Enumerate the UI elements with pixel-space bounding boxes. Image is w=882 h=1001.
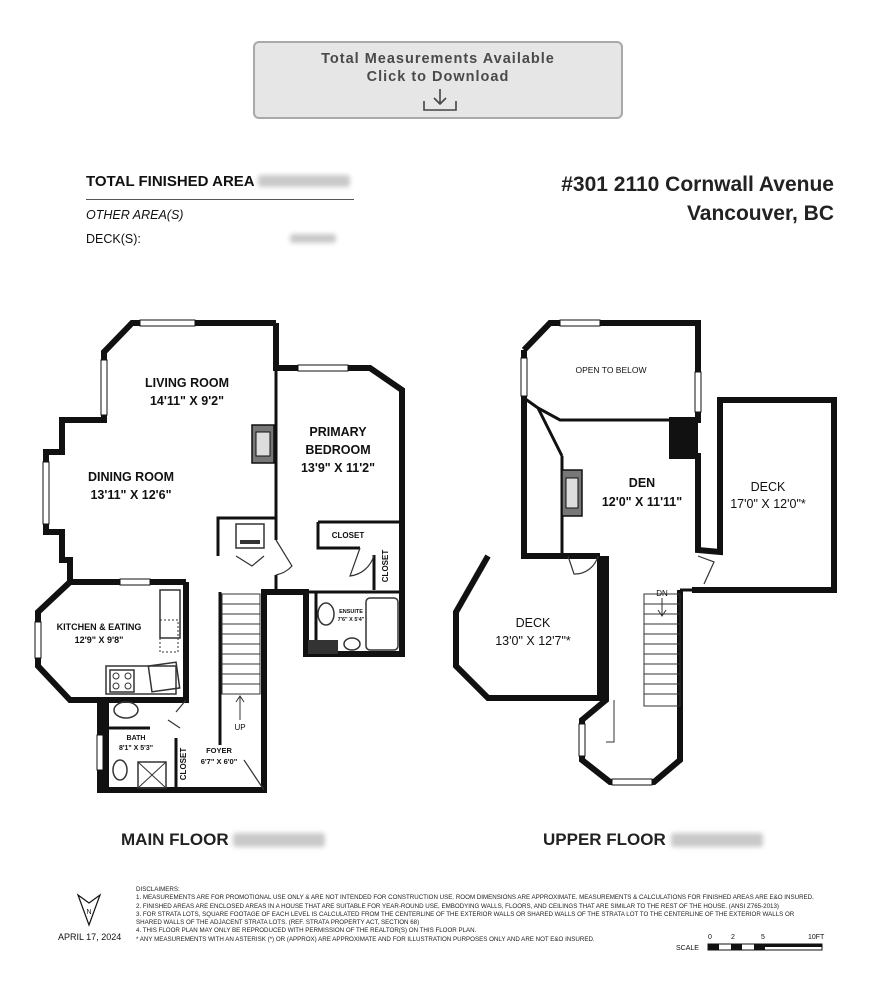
- ensuite-name: ENSUITE: [339, 609, 363, 615]
- foyer-name: FOYER: [206, 746, 232, 755]
- ensuite-dim: 7'6" X 5'4": [337, 617, 365, 623]
- window: [298, 365, 348, 371]
- fridge: [160, 620, 178, 652]
- deck-right-name: DECK: [750, 480, 786, 494]
- download-button-line2: Click to Download: [366, 69, 510, 85]
- plan-date: APRIL 17, 2024: [58, 932, 122, 942]
- open-to-below-label: OPEN TO BELOW: [575, 365, 647, 375]
- redacted-value: [671, 833, 763, 847]
- den-name: DEN: [628, 476, 656, 490]
- download-button-line1: Total Measurements Available: [321, 51, 555, 67]
- upper-floor-label: [543, 830, 763, 850]
- bath-dim: 8'1" X 5'3": [118, 745, 154, 752]
- closet-label: CLOSET: [179, 747, 188, 781]
- disclaimer-line: SHARED WALLS OF THE ADJACENT STRATA LOTS. (REF. STRATA PROPERTY ACT, SECTION 68): [136, 919, 420, 927]
- window: [97, 735, 103, 770]
- disclaimer-line: 3. FOR STRATA LOTS, SQUARE FOOTAGE OF EACH LEVEL IS CALCULATED FROM THE CENTERLINE OF THE EXTERIOR WALLS OR SHARED WALLS OF THE STRATA LOT TO THE CENTERLINE OF THE EXTERIOR WALLS OR: [136, 910, 795, 918]
- window: [579, 724, 585, 756]
- bath-sink: [114, 702, 138, 718]
- door-swing: [168, 700, 186, 728]
- living-room-dim: 14'11" X 9'2": [149, 394, 225, 408]
- window: [120, 579, 150, 585]
- window: [140, 320, 195, 326]
- disclaimer-line: * ANY MEASUREMENTS WITH AN ASTERISK (*) OR (APPROX) ARE APPROXIMATE AND FOR ILLUSTRATION PURPOSES ONLY AND ARE NOT E&O INSURED.: [136, 935, 595, 943]
- window: [35, 622, 41, 658]
- decks-label: DECK(S):: [86, 232, 141, 246]
- closet-fixture: [236, 524, 264, 548]
- stove: [110, 670, 134, 692]
- deck-right-dim: 17'0" X 12'0"*: [730, 497, 806, 511]
- window: [695, 372, 701, 412]
- disclaimer-line: 2. FINISHED AREAS ARE ENCLOSED AREAS IN A HOUSE THAT ARE SUITABLE FOR YEAR-ROUND USE, EMBODYING WALLS, FLOORS, AND CEILINGS THAT ARE SIMILAR TO THE REST OF THE HOUSE. (ANSI Z765-2013): [136, 902, 779, 910]
- redacted-value: [233, 833, 325, 847]
- disclaimer-line: 1. MEASUREMENTS ARE FOR PROMOTIONAL USE ONLY & ARE NOT INTENDED FOR CONSTRUCTION USE. ROOM DIMENSIONS ARE APPROXIMATE. MEASUREMENTS & CALCULATIONS FOR FINISHED AREAS ARE E&O INSURED.: [136, 894, 814, 902]
- address-line1: #301 2110 Cornwall Avenue: [561, 173, 834, 196]
- total-finished-area-label: TOTAL FINISHED AREA: [86, 173, 255, 190]
- address-line2: Vancouver, BC: [686, 202, 834, 225]
- disclaimers-heading: DISCLAIMERS:: [136, 886, 180, 893]
- ensuite-cabinet: [308, 640, 338, 654]
- den-dim: 12'0" X 11'11": [601, 495, 683, 509]
- open-area-railing: [524, 398, 698, 420]
- north-arrow-icon: [76, 893, 102, 927]
- stair-dn-label: DN: [656, 589, 668, 598]
- exterior-wall: [524, 323, 834, 590]
- deck-left-name: DECK: [515, 616, 551, 630]
- scale-tick-label: 10FT: [808, 934, 825, 941]
- dining-room-dim: 13'11" X 12'6": [90, 488, 172, 502]
- north-label: N: [86, 909, 92, 916]
- scale-tick-label: 2: [731, 934, 735, 941]
- primary-bedroom-dim: 13'9" X 11'2": [300, 461, 376, 475]
- bath-name: BATH: [126, 735, 146, 742]
- closet-label: CLOSET: [381, 549, 390, 583]
- living-room-name: LIVING ROOM: [144, 376, 230, 390]
- main-floor-label: [121, 830, 325, 850]
- window: [521, 358, 527, 396]
- door-swing: [236, 556, 264, 566]
- scale-tick-label: 0: [708, 934, 712, 941]
- primary-bedroom-name2: BEDROOM: [305, 443, 371, 457]
- bathtub: [366, 598, 398, 650]
- ensuite-toilet: [344, 638, 360, 650]
- upper-floor-label-text: UPPER FLOOR: [543, 830, 666, 849]
- dining-room-name: DINING ROOM: [87, 470, 175, 484]
- door-swing: [350, 548, 374, 576]
- window: [101, 360, 107, 415]
- structural-column: [674, 418, 698, 454]
- scale-tick-label: 5: [761, 934, 765, 941]
- kitchen-name: KITCHEN & EATING: [56, 622, 142, 632]
- disclaimer-line: 4. THIS FLOOR PLAN MAY ONLY BE REPRODUCED WITH PERMISSION OF THE REALTOR(S) ON THIS FLOOR PLAN.: [136, 927, 477, 935]
- toilet: [113, 760, 127, 780]
- scale-label: SCALE: [676, 945, 699, 952]
- window: [560, 320, 600, 326]
- ensuite-sink: [318, 603, 334, 625]
- counter: [160, 590, 180, 638]
- primary-bedroom-name1: PRIMARY: [309, 425, 367, 439]
- deck-left-dim: 13'0" X 12'7"*: [495, 634, 571, 648]
- foyer-dim: 6'7" X 6'0": [200, 757, 238, 766]
- stair-up-label: UP: [234, 723, 246, 732]
- door-swing: [698, 556, 714, 584]
- main-floor-label-text: MAIN FLOOR: [121, 830, 229, 849]
- kitchen-dim: 12'9" X 9'8": [74, 635, 124, 645]
- window: [43, 462, 49, 524]
- scale-bar: [700, 930, 830, 956]
- other-areas-label: OTHER AREA(S): [86, 208, 184, 222]
- door-swing: [276, 540, 292, 575]
- window: [612, 779, 652, 785]
- interior-wall: [106, 582, 186, 790]
- closet-label: CLOSET: [331, 531, 365, 540]
